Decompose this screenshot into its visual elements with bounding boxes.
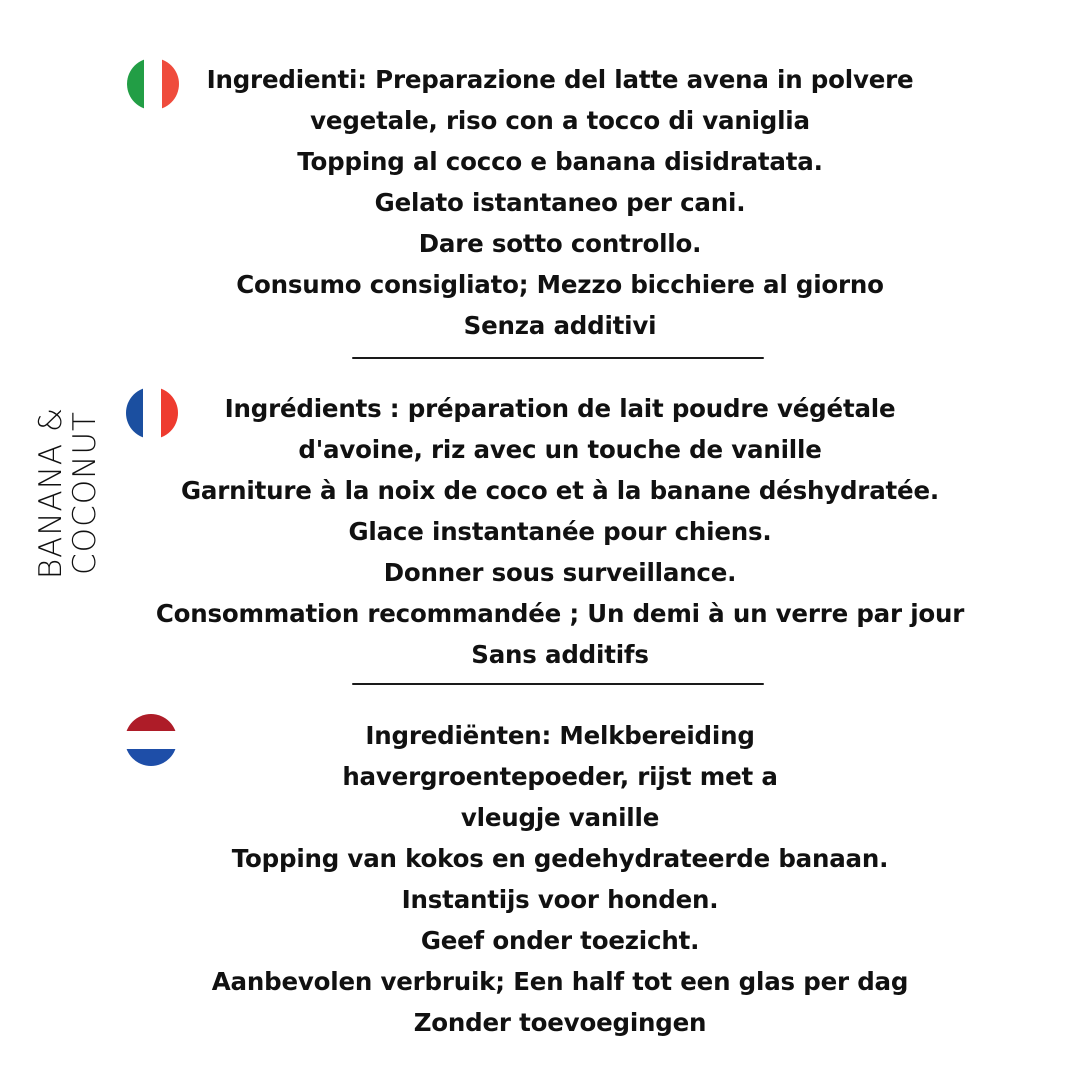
fr-line-6: Consommation recommandée ; Un demi à un verre par jour bbox=[155, 599, 965, 628]
it-line-1: Ingredienti: Preparazione del latte avena in polvere bbox=[206, 65, 914, 94]
fr-line-2: d'avoine, riz avec un touche de vanille bbox=[298, 435, 822, 464]
fr-line-1: Ingrédients : préparation de lait poudre végétale bbox=[224, 394, 896, 423]
nl-line-7: Aanbevolen verbruik; Een half tot een glas per dag bbox=[211, 967, 909, 996]
it-line-7: Senza additivi bbox=[463, 311, 657, 340]
product-title-line-1: BANANA & bbox=[33, 406, 70, 580]
nl-line-4: Topping van kokos en gedehydrateerde banaan. bbox=[231, 844, 889, 873]
nl-line-3: vleugje vanille bbox=[460, 803, 660, 832]
section-divider-2 bbox=[352, 683, 764, 685]
fr-line-5: Donner sous surveillance. bbox=[383, 558, 737, 587]
nl-line-8: Zonder toevoegingen bbox=[413, 1008, 707, 1037]
nl-line-2: havergroentepoeder, rijst met a bbox=[342, 762, 778, 791]
it-line-4: Gelato istantaneo per cani. bbox=[374, 188, 746, 217]
fr-line-3: Garniture à la noix de coco et à la banane déshydratée. bbox=[181, 476, 939, 505]
it-line-3: Topping al cocco e banana disidratata. bbox=[297, 147, 823, 176]
it-line-2: vegetale, riso con a tocco di vaniglia bbox=[310, 106, 810, 135]
it-line-6: Consumo consigliato; Mezzo bicchiere al giorno bbox=[236, 270, 884, 299]
fr-line-4: Glace instantanée pour chiens. bbox=[348, 517, 772, 546]
section-divider-1 bbox=[352, 357, 764, 359]
nl-line-6: Geef onder toezicht. bbox=[420, 926, 700, 955]
fr-line-7: Sans additifs bbox=[471, 640, 649, 669]
italian-ingredients-section bbox=[60, 59, 1060, 346]
dutch-ingredients-section bbox=[60, 715, 1060, 1043]
it-line-5: Dare sotto controllo. bbox=[418, 229, 702, 258]
nl-line-1: Ingrediënten: Melkbereiding bbox=[365, 721, 755, 750]
nl-line-5: Instantijs voor honden. bbox=[401, 885, 719, 914]
product-title-line-2: COCONUT bbox=[67, 411, 104, 575]
french-ingredients-section bbox=[60, 388, 1060, 675]
